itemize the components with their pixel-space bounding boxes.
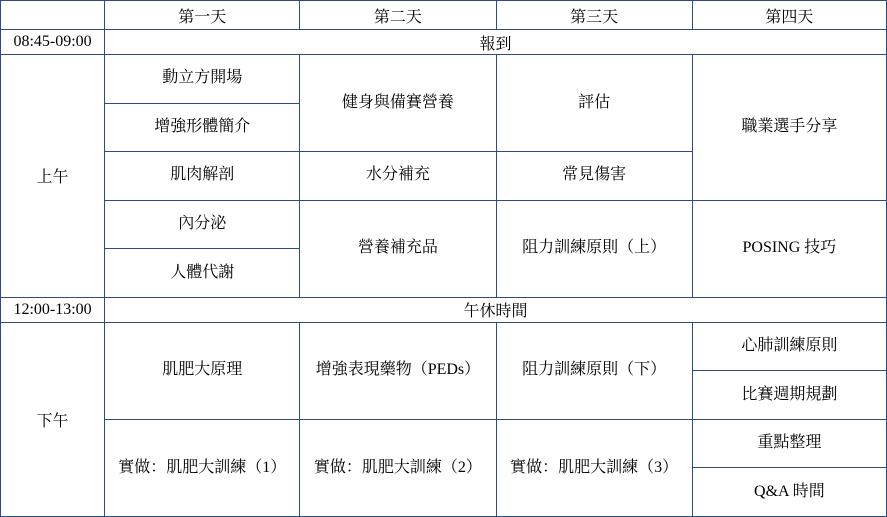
table-row [1, 419, 887, 468]
header-day-4: 第四天 [692, 1, 886, 30]
cell-afternoon-d2-2: 實做：肌肥大訓練（2） [300, 419, 496, 516]
banner-time-morning: 08:45-09:00 [1, 30, 105, 55]
cell-afternoon-d4-3: 重點整理 [692, 419, 886, 468]
cell-morning-d2-3: 營養補充品 [300, 200, 496, 297]
cell-morning-d3-2: 常見傷害 [496, 152, 692, 201]
cell-morning-d1-3: 肌肉解剖 [105, 152, 300, 201]
banner-row-registration [1, 30, 887, 55]
banner-text-registration: 報到 [105, 30, 887, 55]
banner-text-lunch: 午休時間 [105, 297, 887, 322]
banner-row-lunch [1, 297, 887, 322]
cell-morning-d4-2: POSING 技巧 [692, 200, 886, 297]
cell-morning-d1-2: 增強形體簡介 [105, 103, 300, 152]
header-day-3: 第三天 [496, 1, 692, 30]
table-header-row [1, 1, 887, 30]
cell-afternoon-d3-1: 阻力訓練原則（下） [496, 322, 692, 419]
header-corner-cell [1, 1, 105, 30]
cell-morning-d4-1: 職業選手分享 [692, 55, 886, 201]
header-day-2: 第二天 [300, 1, 496, 30]
cell-afternoon-d2-1: 增強表現藥物（PEDs） [300, 322, 496, 419]
banner-time-lunch: 12:00-13:00 [1, 297, 105, 322]
cell-morning-d2-2: 水分補充 [300, 152, 496, 201]
cell-morning-d1-5: 人體代謝 [105, 249, 300, 298]
table-row [1, 200, 887, 249]
cell-afternoon-d1-2: 實做：肌肥大訓練（1） [105, 419, 300, 516]
cell-afternoon-d1-1: 肌肥大原理 [105, 322, 300, 419]
header-day-1: 第一天 [105, 1, 300, 30]
table-row [1, 322, 887, 371]
cell-afternoon-d3-2: 實做：肌肥大訓練（3） [496, 419, 692, 516]
cell-afternoon-d4-4: Q&A 時間 [692, 468, 886, 517]
cell-morning-d2-1: 健身與備賽營養 [300, 55, 496, 152]
cell-morning-d1-4: 內分泌 [105, 200, 300, 249]
cell-morning-d3-1: 評估 [496, 55, 692, 152]
table-row [1, 55, 887, 104]
cell-afternoon-d4-2: 比賽週期規劃 [692, 371, 886, 420]
session-label-afternoon: 下午 [1, 322, 105, 516]
cell-morning-d3-3: 阻力訓練原則（上） [496, 200, 692, 297]
session-label-morning: 上午 [1, 55, 105, 298]
cell-morning-d1-1: 動立方開場 [105, 55, 300, 104]
cell-afternoon-d4-1: 心肺訓練原則 [692, 322, 886, 371]
